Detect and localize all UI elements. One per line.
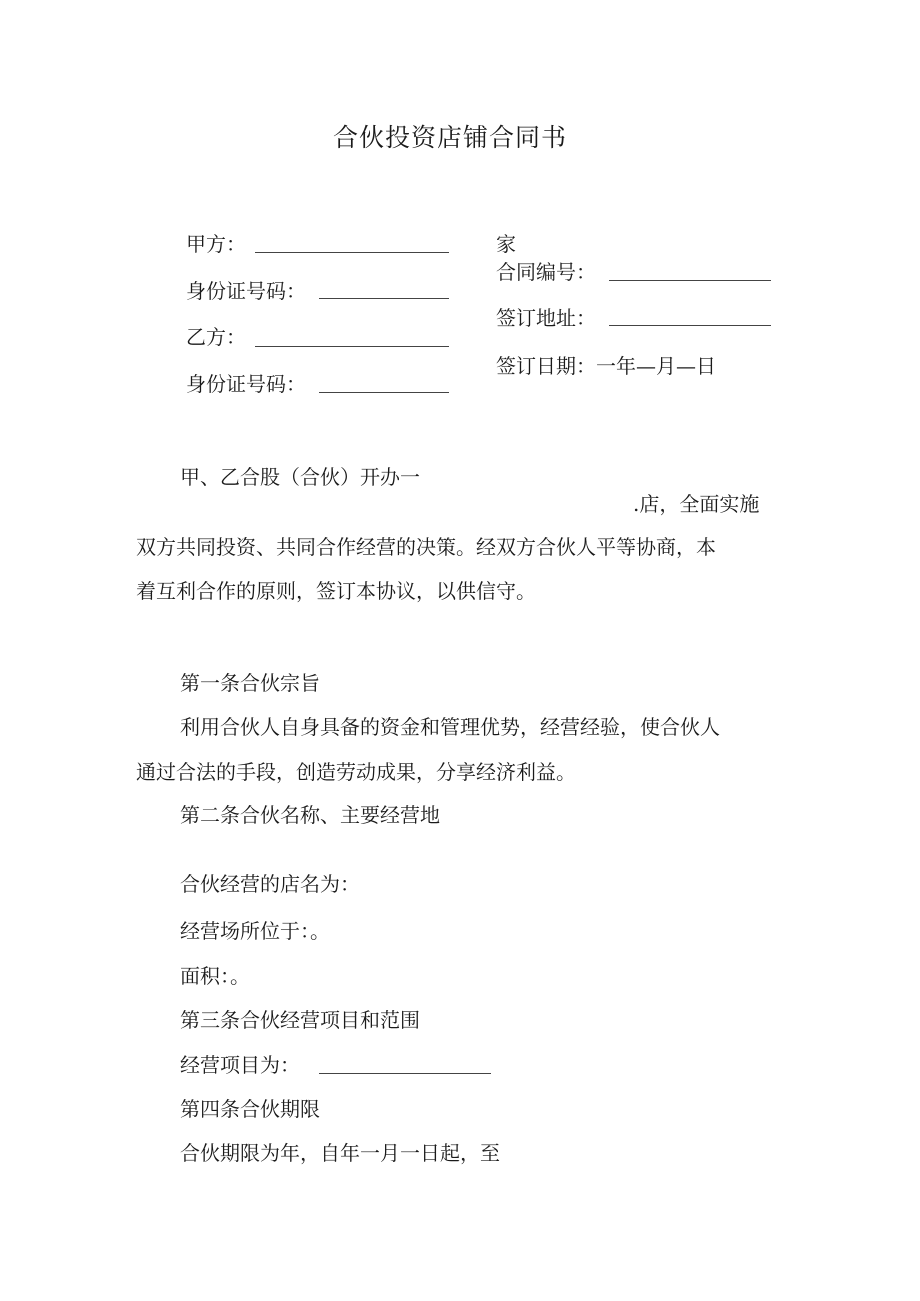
sign-address-blank[interactable] bbox=[609, 325, 771, 326]
project-blank[interactable] bbox=[319, 1073, 491, 1074]
area-label: 面积：。 bbox=[180, 964, 250, 988]
article-4-heading: 第四条合伙期限 bbox=[180, 1097, 320, 1121]
project-label: 经营项目为： bbox=[180, 1053, 300, 1077]
party-a-blank[interactable] bbox=[255, 252, 449, 253]
article-3-heading: 第三条合伙经营项目和范围 bbox=[180, 1008, 420, 1032]
intro-line-4: 着互利合作的原则，签订本协议，以供信守。 bbox=[136, 579, 536, 603]
sign-date: 签订日期：一年—月—日 bbox=[496, 354, 716, 378]
party-a-label: 甲方： bbox=[186, 232, 246, 256]
id-a-label: 身份证号码： bbox=[186, 279, 306, 303]
article-1-heading: 第一条合伙宗旨 bbox=[180, 671, 320, 695]
id-b-blank[interactable] bbox=[319, 392, 449, 393]
contract-no-blank[interactable] bbox=[609, 280, 771, 281]
sign-address-label: 签订地址： bbox=[496, 306, 596, 330]
party-b-blank[interactable] bbox=[255, 346, 449, 347]
location-label: 经营场所位于：。 bbox=[180, 919, 330, 943]
contract-no-label: 合同编号： bbox=[496, 260, 596, 284]
id-b-label: 身份证号码： bbox=[186, 372, 306, 396]
intro-line-2: .店，全面实施 bbox=[633, 492, 760, 516]
article-1-line-2: 通过合法的手段，创造劳动成果，分享经济利益。 bbox=[136, 760, 576, 784]
term-text: 合伙期限为年，自年一月一日起，至 bbox=[180, 1141, 500, 1165]
intro-line-1: 甲、乙合股（合伙）开办一 bbox=[180, 465, 420, 489]
article-2-heading: 第二条合伙名称、主要经营地 bbox=[180, 803, 440, 827]
article-1-line-1: 利用合伙人自身具备的资金和管理优势，经营经验，使合伙人 bbox=[180, 715, 720, 739]
id-a-blank[interactable] bbox=[319, 298, 449, 299]
store-name-label: 合伙经营的店名为： bbox=[180, 872, 360, 896]
party-b-label: 乙方： bbox=[186, 325, 246, 349]
document-title: 合伙投资店铺合同书 bbox=[333, 123, 568, 152]
intro-line-3: 双方共同投资、共同合作经营的决策。经双方合伙人平等协商，本 bbox=[136, 535, 716, 559]
jia-text: 家 bbox=[496, 232, 516, 256]
